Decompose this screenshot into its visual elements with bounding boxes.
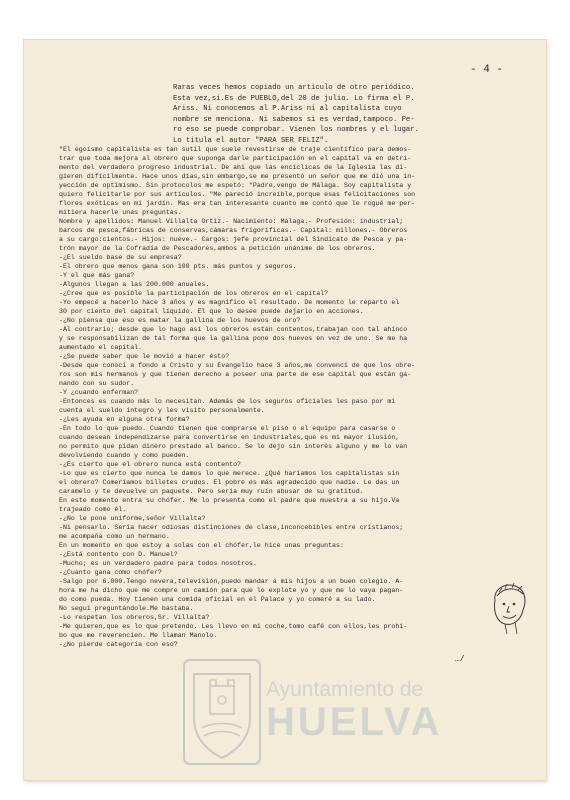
article-body [59, 145, 519, 649]
body-line: barcos de pesca,fábricas de conservas,cámaras frigoríficas.- Capital: millones.- Obreros [59, 227, 408, 234]
body-line: -Lo respetan los obreros,Sr. Villalta? [59, 614, 210, 621]
body-line: -¿No pierde categoría con eso? [59, 641, 178, 648]
body-line: devolviendo cuando y como pueden. [59, 452, 190, 459]
body-line: ros son mis hermanos y que tienen derecho a poseer una parte de ese capital que están ga- [59, 371, 412, 378]
body-line: -Mucho; es un verdadero padre para todos nosotros. [59, 560, 257, 567]
body-line: me acompaña como un hermano. [59, 533, 170, 540]
continuation-mark: …/ [455, 655, 465, 664]
city-seal-stamp [182, 658, 262, 766]
body-line: -¿Les ayuda en alguna otra forma? [59, 416, 190, 423]
body-line: En este momento entra su chófer. Me lo presenta como el padre que muestra a su hijo.Va [59, 497, 400, 504]
body-line: No seguí preguntándole.Me bastaba. [59, 605, 194, 612]
body-line: -¿Se puede saber que le movió a hacer ésto? [59, 353, 230, 360]
archive-watermark [266, 678, 443, 742]
body-line: flores exóticas en mi jardín. Mas era tan interesante cuanto me contó que le rogué me per- [59, 200, 416, 207]
body-line: -Entonces es cuando más lo necesitan. Además de los seguros oficiales les paso por mi [59, 398, 396, 405]
intro-line: Esta vez,sí.Es de PUEBLO,del 20 de julio. Lo firma el P. [173, 94, 415, 103]
intro-line: ro eso se puede comprobar. Vienen los nombres y el lugar. [173, 126, 419, 135]
watermark-line-2: HUELVA [266, 700, 443, 744]
body-line: -Al contrario; desde que lo hago así los obreros están contentos,trabajan con tal ahínco [59, 326, 408, 333]
body-line: nando con su sudor. [59, 380, 135, 387]
body-line: trar que toda mejora al obrero que suponga darle participación en el capital va en detri- [59, 155, 412, 162]
body-line: no permito que pidan dinero prestado al banco. Se lo dejo sin interés alguno y me lo van [59, 443, 408, 450]
body-line: -Algunos llegan a las 200.000 anuales. [59, 281, 210, 288]
intro-paragraph [173, 83, 473, 147]
body-line: -¿No piensa que eso es matar la gallina de los huevos de oro? [59, 317, 301, 324]
body-line: caramelo y te devuelve un paquete. Pero sería muy ruín abusar de su gratitud. [59, 488, 364, 495]
body-line: y se responsabilizan de tal forma que la gallina pone dos huevos en vez de uno. Se me ha [59, 335, 408, 342]
body-line: do como pueda. Hoy tienen una comida oficial en el Palace y yo comeré a su lado. [59, 596, 376, 603]
body-line: cuenta el sueldo íntegro y les visito personalmente. [59, 407, 265, 414]
body-line: -Y el que más gana? [59, 272, 135, 279]
body-line: yección de optimismo. Sin protocolos me espetó: "Padre,vengo de Málaga. Soy capitalista y [59, 182, 412, 189]
body-line: -¿El sueldo base de su empresa? [59, 254, 182, 261]
body-line: gieren difícilmente. Hace unos días,sin embargo,se me presentó un señor que me dió una in- [59, 173, 416, 180]
body-line: trón mayor de la Cofradía de Pescadores,ambos a petición unánime de los obreros. [59, 245, 376, 252]
body-line: -Desde que conocí a fondo a Cristo y su Evangelio hace 3 años,me convencí de que los obre- [59, 362, 416, 369]
body-line: -El obrero que menos gana son 100 pts. más puntos y seguros. [59, 263, 297, 270]
body-line: -Salgo por 6.000.Tengo nevera,televisión,puedo mandar a mis hijos a un buen colegio. A- [59, 578, 404, 585]
body-line: 30 por ciento del capital líquido. El que lo desee puede dejarlo en acciones. [59, 308, 364, 315]
body-line: el obrero? Comeríamos billetes crudos. El pobre es más agradecido que nadie. Le das un [59, 479, 400, 486]
body-line: aumentado el capital. [59, 344, 143, 351]
intro-line: Raras veces hemos copiado un artículo de otro periódico. [173, 84, 415, 92]
intro-line: Lo titula el autor "PARA SER FELIZ". [173, 136, 329, 145]
body-line: mento del verdadero progreso industrial. De ahí que las encíclicas de la Iglesia las di- [59, 164, 408, 171]
body-line: -¿No le pone uniforme,señor Villalta? [59, 515, 206, 522]
body-line: mitiera hacerle unas preguntas. [59, 209, 182, 216]
body-line: -Me quieren,que es lo que pretendo. Les llevo en mi coche,tomo café con ellos,les prohí- [59, 623, 408, 630]
body-line: Nombre y apellidos: Manuel Villalta Ortiz.- Nacimiento: Málaga.- Profesión: industrial; [59, 218, 404, 225]
intro-line: nombre se menciona. Ni sabemos si es verdad,tampoco. Pe- [173, 115, 415, 124]
face-sketch-doodle [485, 580, 533, 638]
body-line: quiero felicitarle por sus artículos. "Me pareció increíble,porque esas felicitaciones son [59, 191, 416, 198]
body-line: -Lo que es cierto que nunca le damos lo que merece. ¿Qué haríamos los capitalistas sin [59, 470, 400, 477]
body-line: "El egoísmo capitalista es tan sutil que suele revestirse de traje científico para demos- [59, 146, 412, 153]
body-line: -¿Cree que es posible la participación de los obreros en el capital? [59, 290, 329, 297]
watermark-line-1: Ayuntamiento de [266, 678, 424, 701]
body-line: -¿Está contento con D. Manuel? [59, 551, 178, 558]
body-line: cuando desean independizarse para convertirse en industriales,que es mi mayor ilusión, [59, 434, 400, 441]
page-number: - 4 - [470, 64, 504, 76]
intro-line: Ariss. Ni conocemos al P.Ariss ni al capitalista cuyo [173, 105, 402, 114]
body-line: bo que me reverencien. Me llaman Manolo. [59, 632, 218, 639]
body-line: -Y ¿cuando enferman? [59, 389, 139, 396]
body-line: a su cargo:cientos.- Hijos: nueve.- Cargos: jefe provincial del Sindicato de Pesca y pa- [59, 236, 408, 243]
body-line: -Yo empecé a hacerlo hace 3 años y es magnífico el resultado. De momento le reparto el [59, 299, 400, 306]
body-line: -En todo lo que puedo. Cuando tienen que comprarse el piso o el equipo para casarse o [59, 425, 396, 432]
body-line: -¿Cuanto gana como chófer? [59, 569, 162, 576]
body-line: hora me ha dicho que me compre un camión para que lo explote yo y que me lo vaya pagan- [59, 587, 404, 594]
body-line: En un momento en que estoy a solas con el chófer,le hice unas preguntas: [59, 542, 344, 549]
body-line: -¿Es cierto que el obrero nunca está contento? [59, 461, 242, 468]
body-line: -Ni pensarlo. Sería hacer odiosas distinciones de clase,inconcebibles entre cristianos; [59, 524, 404, 531]
body-line: trajeado como él. [59, 506, 127, 513]
